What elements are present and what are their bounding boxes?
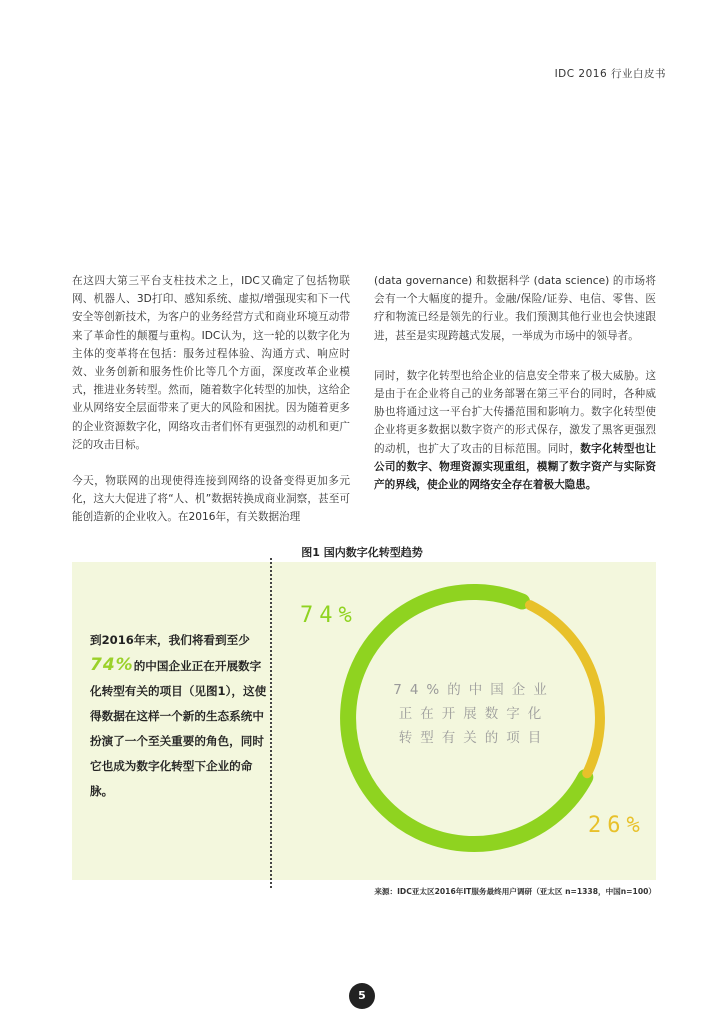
paragraph-4-normal: 同时，数字化转型也给企业的信息安全带来了极大威胁。这是由于在企业将自己的业务部署在第三平台的同时，各种威胁也将通过这一平台扩大传播范围和影响力。数字化转型使企业将更多数据以数字资产的形式保存，激发了黑客更强烈的动机，也扩大了攻击的目标范围。同时， (374, 369, 656, 455)
center-label-line-3: 转型有关的项目 (398, 730, 550, 746)
callout-percentage: 74% (90, 655, 134, 675)
donut-chart (278, 572, 656, 878)
header-title: IDC 2016 行业白皮书 (554, 68, 666, 80)
center-label-line-1: 74%的中国企业 (393, 682, 555, 698)
paragraph-2: 今天，物联网的出现使得连接到网络的设备变得更加多元化，这大大促进了将“人、机”数据转换成商业洞察，甚至可能创造新的企业收入。在2016年，有关数据治理 (72, 475, 350, 524)
figure-callout (90, 628, 268, 804)
figure-title: 图1 国内数字化转型趋势 (301, 546, 423, 559)
center-label-line-2: 正在开展数字化 (398, 706, 550, 722)
page-number: 5 (349, 983, 375, 1009)
paragraph-3: (data governance) 和数据科学 (data science) 的市场将会有一个大幅度的提升。金融/保险/证券、电信、零售、医疗和物流已经是领先的行业。我们预测其他行业也会快速跟进，甚至是实现跨越式发展，一举成为市场中的领导者。 (374, 275, 656, 342)
slice-26-label: 26% (588, 813, 646, 838)
text-column-left (72, 272, 350, 545)
dotted-divider (270, 558, 272, 888)
callout-post: 的中国企业正在开展数字化转型有关的项目（见图1），这使得数据在这样一个新的生态系统中扮演了一个至关重要的角色，同时它也成为数字化转型下企业的命脉。 (90, 659, 267, 798)
slice-74-label: 74% (300, 603, 358, 628)
figure-source: 来源：IDC亚太区2016年IT服务最终用户调研（亚太区 n=1338，中国n=100） (374, 887, 656, 896)
paragraph-4-bold: 数字化转型也让公司的数字、物理资源实现重组，模糊了数字资产与实际资产的界线，使企业的网络安全存在着极大隐患。 (374, 442, 657, 492)
paragraph-1: 在这四大第三平台支柱技术之上，IDC又确定了包括物联网、机器人、3D打印、感知系统、虚拟/增强现实和下一代安全等创新技术，为客户的业务经营方式和商业环境互动带来了革命性的颠覆与重构。IDC认为，这一轮的以数字化为主体的变革将在包括：服务过程体验、沟通方式、响应时效、业务创新和服务性价比等几个方面，深度改革企业模式，推进业务转型。然而，随着数字化转型的加快，这给企业从网络安全层面带来了更大的风险和困扰。因为随着更多的企业资源数字化，网络攻击者们怀有更强烈的动机和更广泛的攻击目标。 (72, 275, 350, 451)
paragraph-4 (374, 367, 656, 494)
text-column-right (374, 272, 656, 512)
callout-pre: 到2016年末，我们将看到至少 (90, 633, 250, 647)
